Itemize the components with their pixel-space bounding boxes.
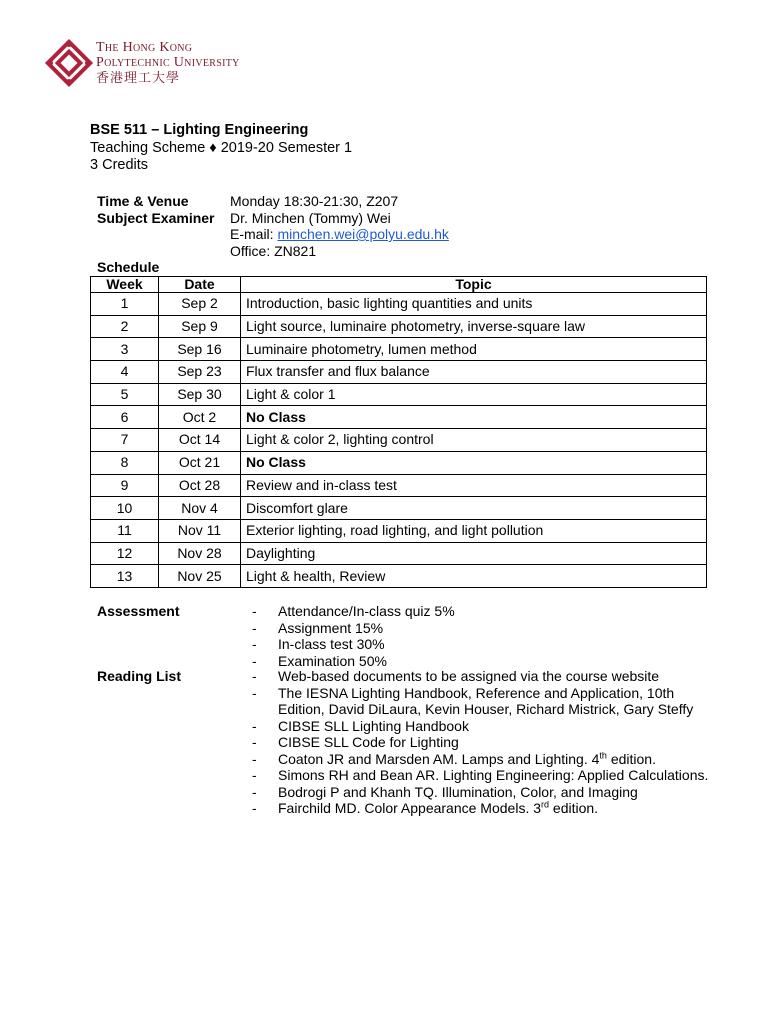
university-name — [96, 40, 240, 85]
date-cell: Nov 4 — [159, 497, 241, 520]
list-item — [250, 784, 710, 801]
table-row — [91, 293, 707, 316]
topic-cell: No Class — [241, 451, 707, 474]
list-item — [250, 734, 710, 751]
week-cell: 9 — [91, 474, 159, 497]
list-item-text: The IESNA Lighting Handbook, Reference and Application, 10th Edition, David DiLaura, Kevin Houser, Richard Mistrick, Gary Steffy — [278, 684, 694, 717]
date-cell: Nov 25 — [159, 565, 241, 588]
table-row — [91, 383, 707, 406]
week-cell: 6 — [91, 406, 159, 429]
list-item-text-end: edition. — [606, 750, 656, 767]
polyu-logo-icon — [44, 38, 94, 88]
table-row — [91, 406, 707, 429]
list-item — [250, 800, 710, 817]
bullet-dash: - — [252, 636, 257, 652]
topic-cell: Light & health, Review — [241, 565, 707, 588]
column-header-date: Date — [159, 277, 241, 293]
table-row — [91, 542, 707, 565]
column-header-week: Week — [91, 277, 159, 293]
topic-cell: Review and in-class test — [241, 474, 707, 497]
list-item — [250, 636, 710, 653]
list-item — [250, 668, 710, 685]
date-cell: Oct 28 — [159, 474, 241, 497]
week-cell: 7 — [91, 429, 159, 452]
date-cell: Sep 2 — [159, 293, 241, 316]
week-cell: 8 — [91, 451, 159, 474]
table-row — [91, 497, 707, 520]
topic-cell: Light source, luminaire photometry, inverse-square law — [241, 315, 707, 338]
email-link[interactable]: minchen.wei@polyu.edu.hk — [277, 226, 449, 242]
week-cell: 3 — [91, 338, 159, 361]
column-header-topic: Topic — [241, 277, 707, 293]
credits: 3 Credits — [90, 157, 149, 173]
superscript: th — [599, 749, 607, 760]
bullet-dash: - — [252, 668, 257, 684]
date-cell: Oct 14 — [159, 429, 241, 452]
topic-cell: Flux transfer and flux balance — [241, 361, 707, 384]
list-item-text: Bodrogi P and Khanh TQ. Illumination, Color, and Imaging — [278, 783, 638, 800]
bullet-dash: - — [252, 750, 257, 767]
bullet-dash: - — [252, 619, 257, 636]
bullet-dash: - — [252, 684, 257, 701]
topic-cell: Luminaire photometry, lumen method — [241, 338, 707, 361]
topic-cell: Exterior lighting, road lighting, and light pollution — [241, 519, 707, 542]
topic-cell: Light & color 1 — [241, 383, 707, 406]
bullet-dash: - — [252, 734, 257, 750]
table-row — [91, 451, 707, 474]
schedule-table — [90, 276, 707, 588]
date-cell: Sep 16 — [159, 338, 241, 361]
list-item-text: Examination 50% — [278, 652, 387, 669]
subject-examiner-label: Subject Examiner — [97, 209, 215, 226]
university-chinese-name: 香港理工大學 — [96, 70, 181, 85]
date-cell: Oct 21 — [159, 451, 241, 474]
table-row — [91, 315, 707, 338]
list-item-text: Web-based documents to be assigned via the course website — [278, 668, 660, 684]
week-cell: 4 — [91, 361, 159, 384]
table-row — [91, 361, 707, 384]
time-venue-label: Time & Venue — [97, 193, 189, 209]
bullet-dash: - — [252, 652, 257, 669]
assessment-label: Assessment — [97, 603, 180, 619]
week-cell: 11 — [91, 519, 159, 542]
reading-list-label: Reading List — [97, 668, 182, 684]
list-item — [250, 718, 710, 735]
week-cell: 12 — [91, 542, 159, 565]
date-cell: Nov 11 — [159, 519, 241, 542]
list-item-text: Coaton JR and Marsden AM. Lamps and Lighting. 4 — [278, 750, 600, 767]
university-line-1: The Hong Kong — [96, 40, 193, 55]
list-item — [250, 685, 710, 718]
date-cell: Sep 30 — [159, 383, 241, 406]
course-info — [97, 193, 449, 259]
date-cell: Nov 28 — [159, 542, 241, 565]
date-cell: Sep 9 — [159, 315, 241, 338]
list-item-text-end: edition. — [549, 800, 599, 816]
topic-cell: Light & color 2, lighting control — [241, 429, 707, 452]
list-item — [250, 653, 710, 670]
list-item-text: Simons RH and Bean AR. Lighting Engineering: Applied Calculations. — [278, 767, 709, 783]
teaching-scheme: Teaching Scheme ♦ 2019-20 Semester 1 — [90, 139, 353, 156]
course-header — [90, 122, 352, 175]
week-cell: 5 — [91, 383, 159, 406]
list-item — [250, 751, 710, 768]
time-venue-value: Monday 18:30-21:30, Z207 — [230, 193, 399, 209]
list-item — [250, 767, 710, 784]
table-row — [91, 565, 707, 588]
university-line-2: Polytechnic University — [96, 55, 240, 70]
assessment-list — [250, 603, 710, 669]
schedule-header-row — [91, 277, 707, 293]
office-value: Office: ZN821 — [230, 242, 317, 259]
topic-cell: Introduction, basic lighting quantities and units — [241, 293, 707, 316]
list-item-text: Attendance/In-class quiz 5% — [278, 603, 455, 619]
subject-examiner-value: Dr. Minchen (Tommy) Wei — [230, 209, 391, 226]
table-row — [91, 338, 707, 361]
date-cell: Oct 2 — [159, 406, 241, 429]
list-item-text: Fairchild MD. Color Appearance Models. 3 — [278, 800, 542, 816]
topic-cell: No Class — [241, 406, 707, 429]
bullet-dash: - — [252, 783, 257, 800]
superscript: rd — [541, 799, 550, 810]
week-cell: 13 — [91, 565, 159, 588]
table-row — [91, 474, 707, 497]
bullet-dash: - — [252, 767, 257, 783]
list-item-text: CIBSE SLL Code for Lighting — [278, 734, 459, 750]
week-cell: 1 — [91, 293, 159, 316]
list-item-text: Assignment 15% — [278, 619, 384, 636]
topic-cell: Daylighting — [241, 542, 707, 565]
course-title: BSE 511 – Lighting Engineering — [90, 122, 309, 138]
table-row — [91, 519, 707, 542]
list-item — [250, 620, 710, 637]
email-line — [230, 226, 449, 243]
week-cell: 2 — [91, 315, 159, 338]
topic-cell: Discomfort glare — [241, 497, 707, 520]
table-row — [91, 429, 707, 452]
date-cell: Sep 23 — [159, 361, 241, 384]
list-item-text: CIBSE SLL Lighting Handbook — [278, 717, 469, 734]
bullet-dash: - — [252, 717, 257, 734]
list-item-text: In-class test 30% — [278, 636, 385, 652]
schedule-label: Schedule — [97, 259, 160, 275]
list-item — [250, 603, 710, 620]
bullet-dash: - — [252, 800, 257, 816]
bullet-dash: - — [252, 603, 257, 619]
reading-list — [250, 668, 710, 817]
week-cell: 10 — [91, 497, 159, 520]
email-prefix: E-mail: — [230, 226, 278, 242]
